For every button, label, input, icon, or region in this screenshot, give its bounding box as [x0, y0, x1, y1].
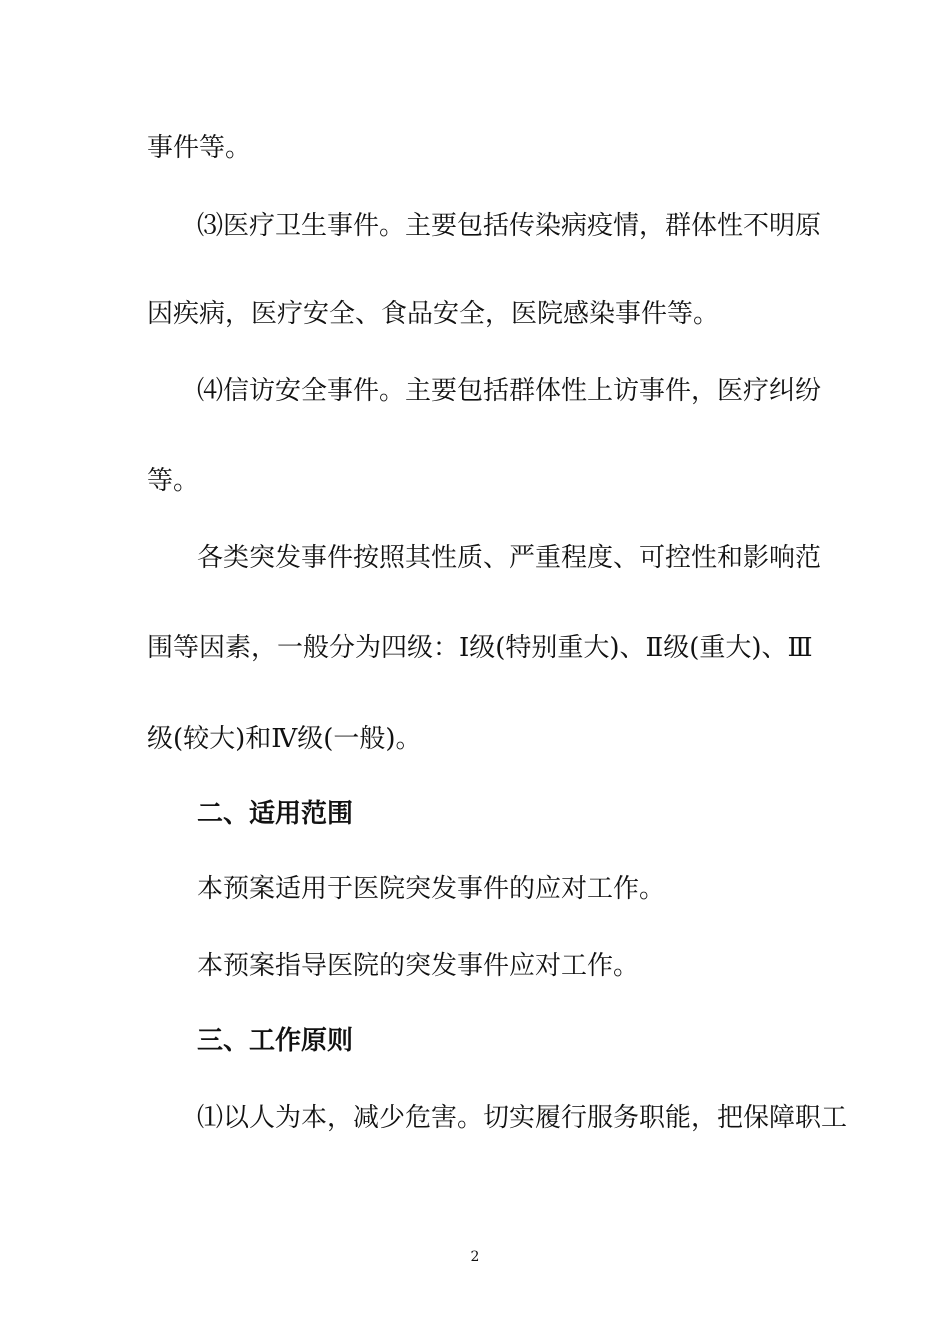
- section-heading-scope: 二、适用范围: [197, 799, 354, 829]
- paragraph-line: ⑴以人为本，减少危害。切实履行服务职能，把保障职工: [197, 1103, 848, 1133]
- paragraph-line: ⑷信访安全事件。主要包括群体性上访事件，医疗纠纷: [197, 376, 822, 406]
- paragraph-line: ⑶医疗卫生事件。主要包括传染病疫情，群体性不明原: [197, 211, 822, 241]
- paragraph-line: 事件等。: [147, 133, 252, 163]
- page-number: 2: [470, 1249, 480, 1265]
- paragraph-line: 本预案指导医院的突发事件应对工作。: [197, 951, 640, 981]
- paragraph-line: 本预案适用于医院突发事件的应对工作。: [197, 874, 666, 904]
- paragraph-line: 围等因素，一般分为四级：Ⅰ级(特别重大)、Ⅱ级(重大)、Ⅲ: [147, 633, 813, 663]
- paragraph-line: 等。: [147, 466, 200, 496]
- paragraph-line: 级(较大)和Ⅳ级(一般)。: [147, 724, 422, 754]
- section-heading-principles: 三、工作原则: [197, 1026, 354, 1056]
- paragraph-line: 因疾病，医疗安全、食品安全，医院感染事件等。: [147, 299, 720, 329]
- paragraph-line: 各类突发事件按照其性质、严重程度、可控性和影响范: [197, 543, 822, 573]
